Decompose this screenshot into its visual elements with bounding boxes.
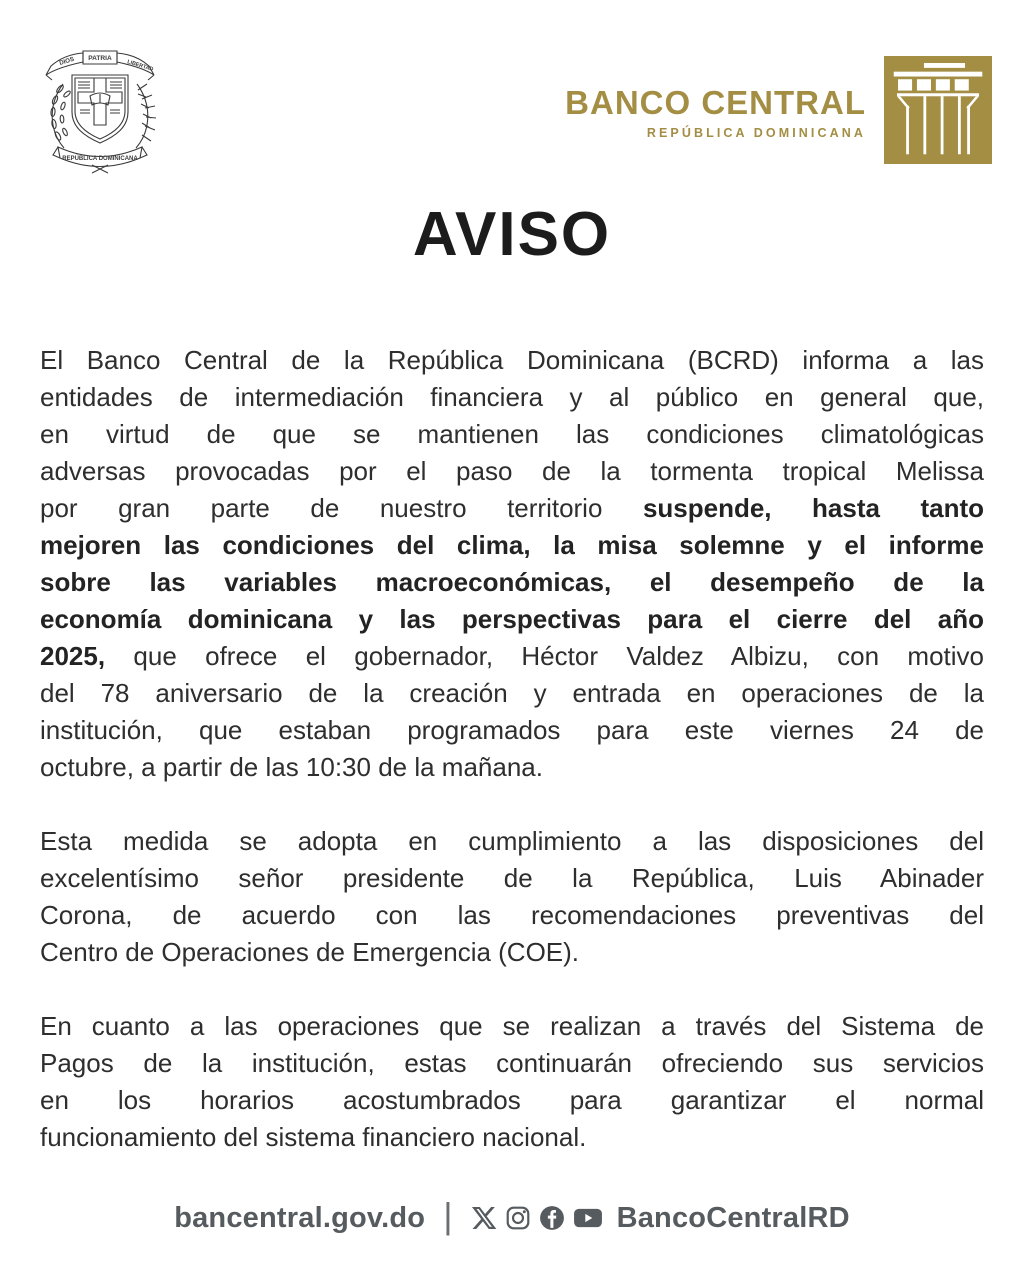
bank-name: BANCO CENTRAL xyxy=(565,84,866,121)
text-line: funcionamiento del sistema financiero nacional. xyxy=(40,1122,587,1152)
text-line: del 78 aniversario de la creación y entrada en operaciones de la xyxy=(40,678,984,708)
text-line: en virtud de que se mantienen las condiciones climatológicas xyxy=(40,419,984,449)
bank-country: REPÚBLICA DOMINICANA xyxy=(646,126,866,140)
text-line: Centro de Operaciones de Emergencia (COE). xyxy=(40,937,580,967)
notice-body xyxy=(40,342,984,1156)
youtube-icon[interactable] xyxy=(573,1205,603,1231)
text-line: En cuanto a las operaciones que se realizan a través del Sistema de xyxy=(40,1011,984,1041)
text-line: El Banco Central de la República Dominicana (BCRD) informa a las xyxy=(40,345,984,375)
motto-dios: DIOS xyxy=(58,55,76,67)
text-line: excelentísimo señor presidente de la República, Luis Abinader xyxy=(40,863,984,893)
text-line: adversas provocadas por el paso de la tormenta tropical Melissa xyxy=(40,456,984,486)
text-line: economía dominicana y las perspectivas para el cierre del año xyxy=(40,604,984,634)
text-line: Pagos de la institución, estas continuarán ofreciendo sus servicios xyxy=(40,1048,984,1078)
footer-divider: | xyxy=(443,1195,453,1236)
text-line: Corona, de acuerdo con las recomendaciones preventivas del xyxy=(40,900,984,930)
bank-facade-logo-icon xyxy=(882,56,994,164)
social-handle[interactable]: BancoCentralRD xyxy=(616,1201,850,1234)
motto-libertad: LIBERTAD xyxy=(126,59,154,73)
text-line: en los horarios acostumbrados para garantizar el normal xyxy=(40,1085,984,1115)
bank-brand-text xyxy=(565,86,866,140)
bottom-ribbon-text: REPÚBLICA DOMINICANA xyxy=(62,156,138,162)
x-icon[interactable] xyxy=(471,1205,497,1231)
bank-brand xyxy=(565,56,994,164)
text-line: por gran parte de nuestro territorio suspende, hasta tanto xyxy=(40,493,985,523)
paragraph xyxy=(40,342,984,786)
header xyxy=(0,0,1024,176)
text-line: octubre, a partir de las 10:30 de la mañana. xyxy=(40,752,543,782)
paragraph xyxy=(40,1008,984,1156)
motto-patria: PATRIA xyxy=(88,55,112,62)
text-line: institución, que estaban programados para este viernes 24 de xyxy=(40,715,984,745)
social-icons xyxy=(471,1205,603,1231)
text-line: Esta medida se adopta en cumplimiento a las disposiciones del xyxy=(40,826,984,856)
text-line: 2025, que ofrece el gobernador, Héctor Valdez Albizu, con motivo xyxy=(40,641,984,671)
text-line: entidades de intermediación financiera y al público en general que, xyxy=(40,382,984,412)
instagram-icon[interactable] xyxy=(505,1205,531,1231)
footer xyxy=(0,1195,1024,1238)
facebook-icon[interactable] xyxy=(539,1205,565,1231)
paragraph xyxy=(40,823,984,971)
page-title: AVISO xyxy=(412,200,612,269)
text-line: sobre las variables macroeconómicas, el desempeño de la xyxy=(40,567,984,597)
website-link[interactable]: bancentral.gov.do xyxy=(174,1201,426,1234)
dominican-coat-of-arms-icon xyxy=(34,44,166,178)
text-line: mejoren las condiciones del clima, la misa solemne y el informe xyxy=(40,530,984,560)
